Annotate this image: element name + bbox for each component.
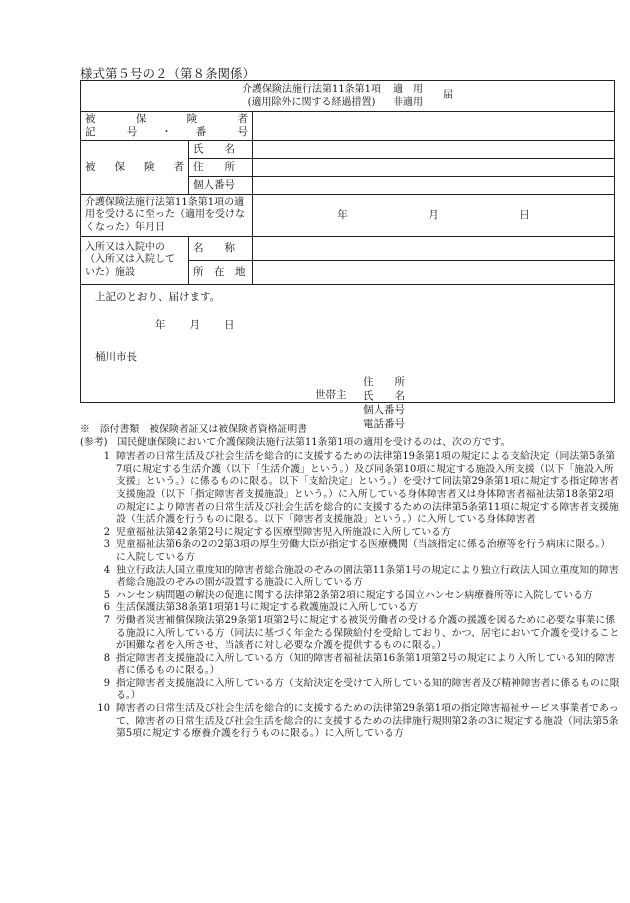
reference-item — [80, 590, 620, 603]
title-apply: 適 用 — [393, 84, 424, 95]
facility-location-label: 所 在 地 — [189, 261, 253, 285]
title-suffix: 届 — [443, 89, 454, 101]
insured-number-label — [81, 112, 253, 141]
reference-item-number: 2 — [103, 526, 110, 538]
reference-item-number: 6 — [103, 602, 110, 614]
sign-name-label: 氏 名 — [363, 390, 405, 402]
declaration-day: 日 — [224, 319, 235, 331]
reference-item-text: 独立行政法人国立重度知的障害者総合施設のぞみの園法第11条第1号の規定により独立行政法人国立重度知的障害者総合施設のぞみの園が設置する施設に入所している方 — [116, 564, 619, 589]
facility-name-label: 名 称 — [189, 237, 253, 261]
facility-name-field[interactable] — [253, 237, 615, 261]
reference-item — [80, 451, 620, 527]
reference-item-text: 障害者の日常生活及び社会生活を総合的に支援するための法律第19条第1項の規定による支給決定（同法第5条第7項に規定する生活介護（以下「生活介護」という。）及び同条第10項に規定する施設入所支援（以下「施設入所支援」という。）に係るものに限る。以下「支給決定」という。）を受けて同法第29条第1項に規定する指定障害者支援施設（以下「指定障害者支援施設」という。）に入所している身体障害者又は身体障害者福祉法第18条第2項の規定により障害者の日常生活及び社会生活を総合的に支援するための法律第5条第11項に規定する障害者支援施設（生活介護を行うものに限る。以下「障害者支援施設」という。）に入所している身体障害者 — [116, 451, 619, 526]
reference-item-number: 4 — [103, 564, 110, 576]
reference-item-text: 生活保護法第38条第1項第1号に規定する救護施設に入所している方 — [116, 602, 418, 614]
date-year: 年 — [337, 208, 348, 221]
form-title — [81, 81, 615, 112]
reference-item — [80, 602, 620, 615]
addressee: 桶川市長 — [95, 351, 137, 363]
title-line-2: (適用除外に関する経過措置) — [247, 97, 376, 108]
reference-item-number: 3 — [103, 539, 110, 551]
name-field[interactable] — [253, 141, 615, 159]
reference-item-text: ハンセン病問題の解決の促進に関する法律第2条第2項に規定する国立ハンセン病療養所等に入院している方 — [116, 589, 593, 601]
reference-item-text: 児童福祉法第42条第2号に規定する医療型障害児入所施設に入所している方 — [116, 526, 451, 538]
application-date-field[interactable] — [253, 195, 615, 237]
date-month: 月 — [428, 208, 439, 221]
attachment-note: ※ 添付書類 被保険者証又は被保険者資格証明書 — [80, 424, 308, 435]
reference-item-number: 10 — [97, 703, 110, 715]
reference-item — [80, 565, 620, 590]
reference-item-text: 障害者の日常生活及び社会生活を総合的に支援するための法律第29条第1項の指定障害福祉サービス事業者であって、障害者の日常生活及び社会生活を総合的に支援するための法律施行規則第2条の3に規定する施設（同法第5条第5項に規定する療養介護を行うものに限る。）に入所している方 — [116, 703, 619, 740]
address-field[interactable] — [253, 159, 615, 177]
reference-item-number: 7 — [103, 614, 110, 626]
reference-items — [80, 451, 620, 741]
reference-item — [80, 703, 620, 741]
reference-item — [80, 678, 620, 703]
reference-item — [80, 539, 620, 564]
facility-location-field[interactable] — [253, 261, 615, 285]
household-head-label: 世帯主 — [315, 389, 347, 401]
address-label: 住 所 — [189, 159, 253, 177]
insured-label-text: 被 保 険 者 — [85, 160, 184, 173]
signature-labels — [363, 375, 405, 431]
insured-number-label-line-1: 被 保 険 者 — [85, 112, 248, 125]
insured-number-field[interactable] — [253, 112, 615, 141]
insured-label — [81, 141, 189, 195]
name-label: 氏 名 — [189, 141, 253, 159]
personal-number-label: 個人番号 — [189, 177, 253, 195]
facility-label: 入所又は入院中の（入所又は入院していた）施設 — [81, 237, 189, 285]
reference-item — [80, 615, 620, 653]
title-line-1: 介護保険法施行法第11条第1項 — [241, 84, 382, 95]
declaration-date — [155, 319, 235, 332]
personal-number-field[interactable] — [253, 177, 615, 195]
reference-item-number: 1 — [103, 451, 110, 463]
form-number: 様式第５号の２（第８条関係） — [80, 66, 256, 81]
reference-item-text: 児童福祉法第6条の2の2第3項の厚生労働大臣が指定する医療機関（当該指定に係る治療等を行う病床に限る。）に入院している方 — [116, 539, 611, 563]
declaration-year: 年 — [155, 319, 166, 331]
reference-item — [80, 653, 620, 678]
declaration-month: 月 — [189, 319, 200, 331]
reference-item-number: 5 — [103, 589, 110, 601]
reference-intro: (参考) 国民健康保険において介護保険法施行法第11条第1項の適用を受けるのは、次の方です。 — [80, 436, 511, 448]
application-date-label: 介護保険法施行法第11条第1項の適用を受けるに至った（適用を受けなくなった）年月日 — [81, 195, 253, 237]
sign-phone-label: 電話番号 — [363, 418, 405, 430]
sign-address-label: 住 所 — [363, 376, 405, 388]
insured-number-label-line-2: 記 号 ・ 番 号 — [85, 126, 248, 138]
date-day: 日 — [519, 208, 530, 221]
reference-item — [80, 527, 620, 540]
declaration-text: 上記のとおり、届けます。 — [95, 291, 221, 303]
sign-personal-number-label: 個人番号 — [363, 404, 405, 416]
reference-item-text: 指定障害者支援施設に入所している方（支給決定を受けて入所している知的障害者及び精神障害者に係るものに限る。） — [116, 677, 620, 702]
notes-section — [80, 424, 620, 741]
reference-item-text: 労働者災害補償保険法第29条第1項第2号に規定する被災労働者の受ける介護の援護を図るために必要な事業に係る施設に入所している方（同法に基づく年金たる保険給付を受給しており、かつ、居宅において介護を受けることが困難な者を入所させ、当該者に対し必要な介護を提供するものに限る。） — [116, 614, 620, 652]
reference-item-number: 8 — [103, 652, 110, 664]
reference-item-number: 9 — [103, 677, 110, 689]
reference-item-text: 指定障害者支援施設に入所している方（知的障害者福祉法第16条第1項第2号の規定により入所している知的障害者に係るものに限る。） — [116, 652, 616, 677]
title-non-apply: 非適用 — [393, 97, 424, 108]
